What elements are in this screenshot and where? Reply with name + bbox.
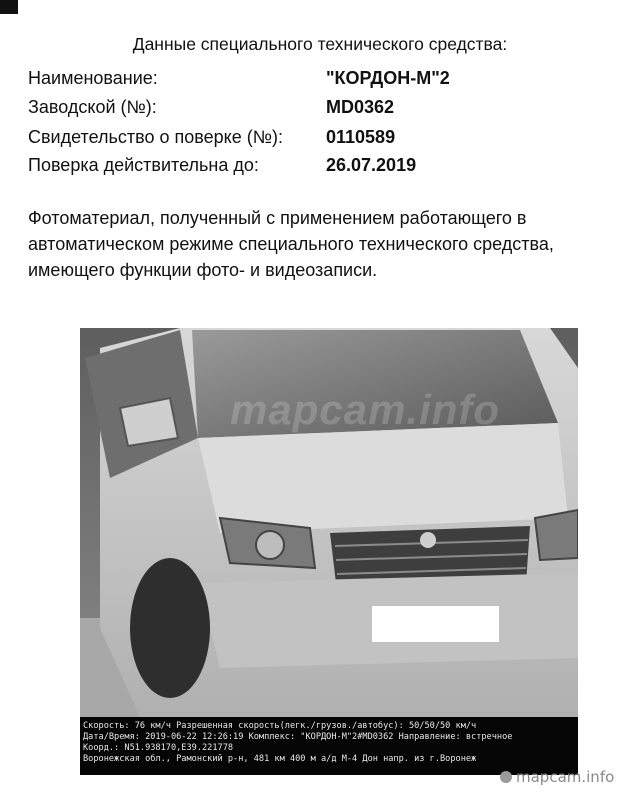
field-row-name — [28, 68, 450, 89]
brand-watermark — [500, 768, 614, 786]
document-title: Данные специального технического средства: — [132, 34, 508, 54]
field-row-serial — [28, 97, 395, 118]
license-plate-redacted — [372, 606, 499, 642]
field-value: 26.07.2019 — [326, 155, 417, 175]
caption-line: Воронежская обл., Рамонский р-н, 481 км 400 м а/д М-4 Дон напр. из г.Воронеж — [83, 754, 477, 764]
caption-line: Коорд.: N51.938170,E39.221778 — [83, 743, 234, 753]
brand-logo-icon — [500, 771, 512, 783]
corner-mark — [0, 0, 18, 14]
field-label: Свидетельство о поверке (№): — [28, 127, 284, 147]
field-label: Поверка действительна до: — [28, 155, 259, 175]
field-row-valid-until — [28, 155, 417, 176]
field-label: Наименование: — [28, 68, 158, 88]
field-row-certificate — [28, 127, 396, 148]
caption-line: Дата/Время: 2019-06-22 12:26:19 Комплекс: "КОРДОН-М"2#MD0362 Направление: встречное — [83, 732, 513, 742]
field-value: "КОРДОН-М"2 — [326, 68, 450, 88]
document-description: Фотоматериал, полученный с применением работающего в автоматическом режиме специального технического средства, имеющего функции фото- и видеозаписи. — [28, 208, 554, 280]
vehicle-photo — [80, 328, 578, 717]
field-value: 0110589 — [326, 127, 396, 147]
field-label: Заводской (№): — [28, 97, 157, 117]
brand-label: mapcam.info — [516, 768, 615, 786]
photo-watermark: mapcam.info — [230, 386, 501, 433]
photo-caption — [80, 717, 578, 775]
caption-line: Скорость: 76 км/ч Разрешенная скорость(легк./грузов./автобус): 50/50/50 км/ч — [83, 721, 477, 731]
field-value: MD0362 — [326, 97, 395, 117]
